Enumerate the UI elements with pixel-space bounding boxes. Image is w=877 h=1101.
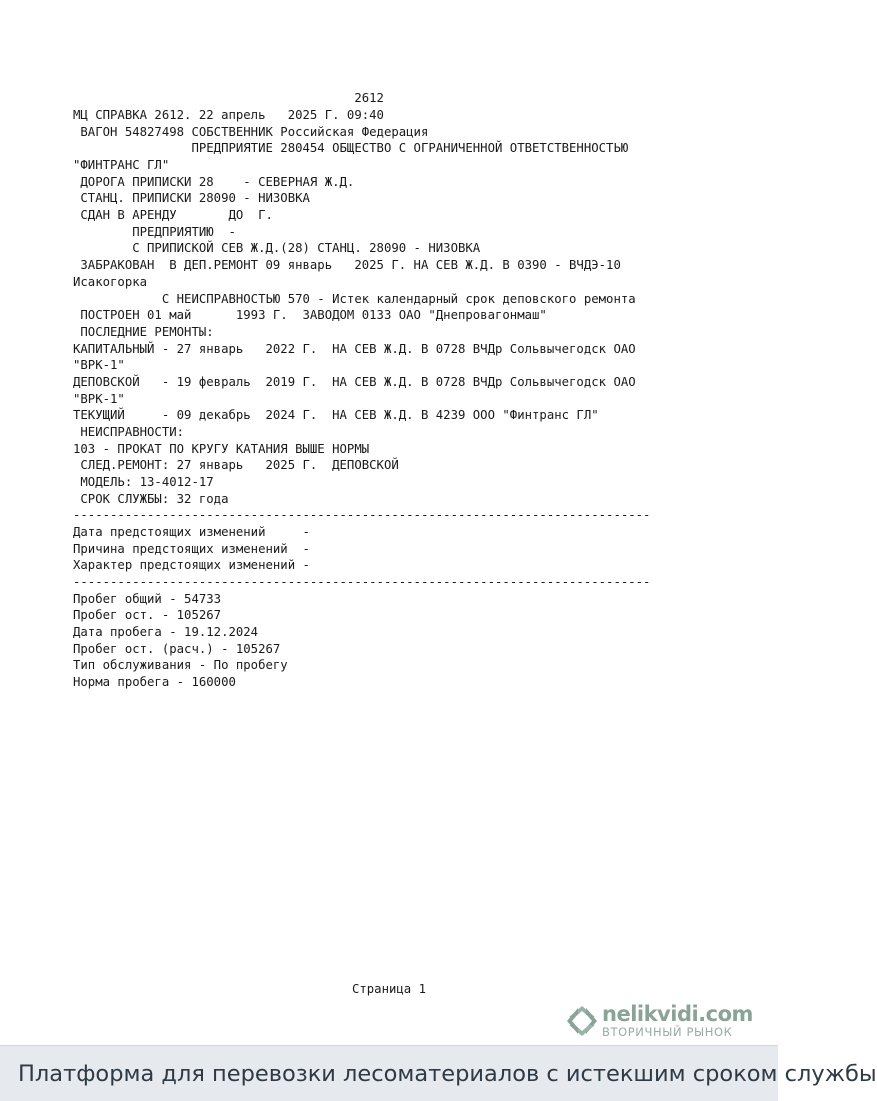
doc-line: СРОК СЛУЖБЫ: 32 года bbox=[73, 492, 229, 506]
doc-line: "ВРК-1" bbox=[73, 358, 125, 372]
doc-line: 2612 bbox=[73, 91, 384, 105]
listing-caption: Платформа для перевозки лесоматериалов с истекшим сроком службы bbox=[18, 1061, 877, 1087]
watermark-tagline: ВТОРИЧНЫЙ РЫНОК bbox=[602, 1025, 733, 1039]
doc-line: ДОРОГА ПРИПИСКИ 28 - СЕВЕРНАЯ Ж.Д. bbox=[73, 175, 355, 189]
doc-line: С НЕИСПРАВНОСТЬЮ 570 - Истек календарный срок деповского ремонта bbox=[73, 292, 636, 306]
doc-line: Пробег ост. - 105267 bbox=[73, 608, 222, 622]
watermark-logo bbox=[562, 1001, 762, 1043]
recycle-arrows-icon bbox=[564, 1003, 600, 1039]
doc-line: Исакогорка bbox=[73, 275, 148, 289]
doc-line: С ПРИПИСКОЙ СЕВ Ж.Д.(28) СТАНЦ. 28090 - НИЗОВКА bbox=[73, 241, 481, 255]
doc-separator: ------------------------------------------------------------------------------ bbox=[73, 575, 651, 589]
doc-line: МЦ СПРАВКА 2612. 22 апрель 2025 Г. 09:40 bbox=[73, 108, 384, 122]
doc-line: ПРЕДПРИЯТИЮ - bbox=[73, 225, 236, 239]
doc-line: ДЕПОВСКОЙ - 19 февраль 2019 Г. НА СЕВ Ж.Д. В 0728 ВЧДр Сольвычегодск ОАО bbox=[73, 375, 636, 389]
doc-line: 103 - ПРОКАТ ПО КРУГУ КАТАНИЯ ВЫШЕ НОРМЫ bbox=[73, 442, 370, 456]
watermark-name: nelikvidi.com bbox=[602, 1002, 753, 1026]
doc-line: Тип обслуживания - По пробегу bbox=[73, 658, 288, 672]
doc-line: "ФИНТРАНС ГЛ" bbox=[73, 158, 170, 172]
doc-line: СДАН В АРЕНДУ ДО Г. bbox=[73, 208, 273, 222]
doc-line: Характер предстоящих изменений - bbox=[73, 558, 310, 572]
doc-line: ПОСЛЕДНИЕ РЕМОНТЫ: bbox=[73, 325, 214, 339]
doc-line: Причина предстоящих изменений - bbox=[73, 542, 310, 556]
doc-line: ВАГОН 54827498 СОБСТВЕННИК Российская Федерация bbox=[73, 125, 429, 139]
doc-line: Дата предстоящих изменений - bbox=[73, 525, 310, 539]
doc-line: Пробег ост. (расч.) - 105267 bbox=[73, 642, 281, 656]
doc-line: МОДЕЛЬ: 13-4012-17 bbox=[73, 475, 214, 489]
doc-line: ТЕКУЩИЙ - 09 декабрь 2024 Г. НА СЕВ Ж.Д. В 4239 ООО "Финтранс ГЛ" bbox=[73, 408, 599, 422]
doc-line: СЛЕД.РЕМОНТ: 27 январь 2025 Г. ДЕПОВСКОЙ bbox=[73, 458, 399, 472]
doc-line: ЗАБРАКОВАН В ДЕП.РЕМОНТ 09 январь 2025 Г. НА СЕВ Ж.Д. В 0390 - ВЧДЭ-10 bbox=[73, 258, 621, 272]
doc-separator: ------------------------------------------------------------------------------ bbox=[73, 508, 651, 522]
doc-line: СТАНЦ. ПРИПИСКИ 28090 - НИЗОВКА bbox=[73, 191, 310, 205]
doc-line: "ВРК-1" bbox=[73, 392, 125, 406]
doc-line: Дата пробега - 19.12.2024 bbox=[73, 625, 259, 639]
doc-line: ПОСТРОЕН 01 май 1993 Г. ЗАВОДОМ 0133 ОАО "Днепровагонмаш" bbox=[73, 308, 547, 322]
doc-line: ПРЕДПРИЯТИЕ 280454 ОБЩЕСТВО С ОГРАНИЧЕННОЙ ОТВЕТСТВЕННОСТЬЮ bbox=[73, 141, 629, 155]
doc-line: Пробег общий - 54733 bbox=[73, 592, 222, 606]
doc-line: КАПИТАЛЬНЫЙ - 27 январь 2022 Г. НА СЕВ Ж.Д. В 0728 ВЧДр Сольвычегодск ОАО bbox=[73, 342, 636, 356]
doc-line: Норма пробега - 160000 bbox=[73, 675, 236, 689]
caption-bar bbox=[0, 1045, 877, 1101]
page-number: Страница 1 bbox=[351, 982, 427, 996]
doc-line: НЕИСПРАВНОСТИ: bbox=[73, 425, 185, 439]
